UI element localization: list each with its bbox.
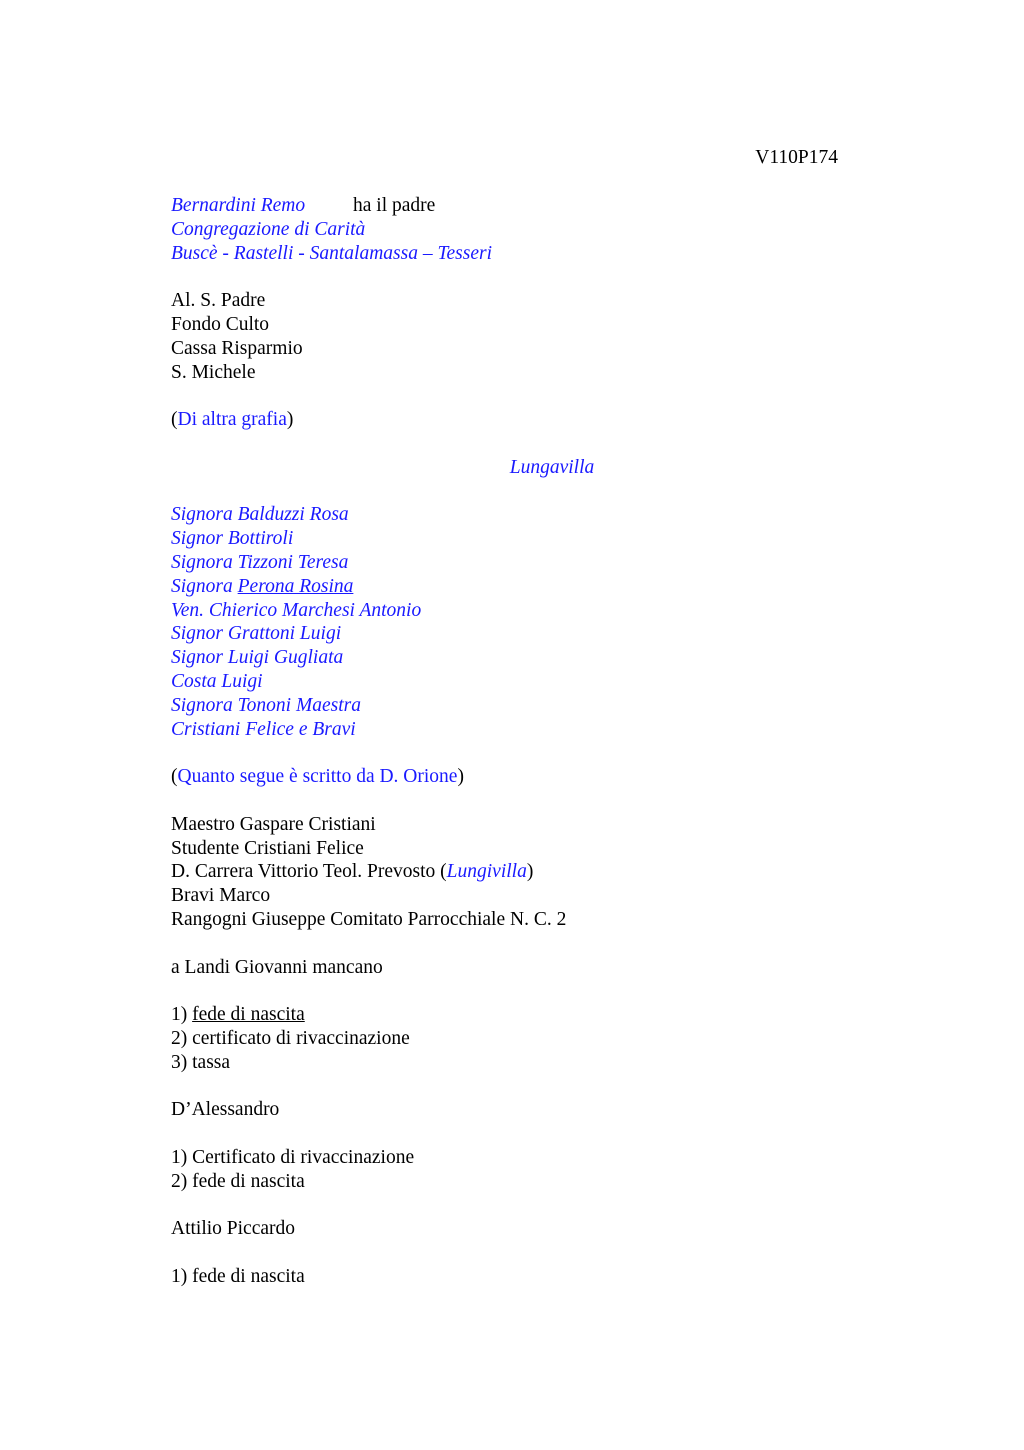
header-line-2: Congregazione di Carità (171, 218, 366, 240)
lungavilla-item: Signora Perona Rosina (171, 575, 354, 597)
editorial-note-1-text: Di altra grafia (177, 409, 287, 431)
landi-item: 1) fede di nascita (171, 1004, 305, 1026)
landi-item: 3) tassa (171, 1051, 231, 1073)
landi-heading: a Landi Giovanni mancano (171, 956, 383, 978)
header-line-1 (171, 194, 851, 218)
dalessandro-heading: D’Alessandro (171, 1099, 280, 1121)
underlined-name: Perona Rosina (237, 575, 354, 597)
offering-item: Al. S. Padre (171, 290, 266, 312)
place-heading: Lungavilla (509, 456, 595, 478)
orione-item: Bravi Marco (171, 885, 271, 907)
editorial-note-2: (Quanto segue è scritto da D. Orione) (171, 766, 464, 788)
orione-item: Rangogni Giuseppe Comitato Parrocchiale N. C. 2 (171, 908, 567, 930)
editorial-note-2-text: Quanto segue è scritto da D. Orione (177, 766, 458, 788)
lungavilla-item: Signor Luigi Gugliata (171, 647, 344, 669)
lungavilla-item: Signora Tononi Maestra (171, 694, 361, 716)
header-line-3: Buscè - Rastelli - Santalamassa – Tesseri (171, 242, 493, 264)
document-body (171, 194, 851, 1289)
place-name: Lungivilla (446, 861, 527, 883)
editorial-note-1: (Di altra grafia) (171, 409, 294, 431)
dalessandro-item: 2) fede di nascita (171, 1170, 305, 1192)
lungavilla-item: Signora Balduzzi Rosa (171, 504, 349, 526)
landi-item: 2) certificato di rivaccinazione (171, 1027, 410, 1049)
lungavilla-item: Signor Bottiroli (171, 528, 294, 550)
orione-item: Studente Cristiani Felice (171, 837, 364, 859)
dalessandro-item: 1) Certificato di rivaccinazione (171, 1146, 415, 1168)
lungavilla-item: Costa Luigi (171, 670, 263, 692)
lungavilla-item: Signora Tizzoni Teresa (171, 551, 349, 573)
orione-item: D. Carrera Vittorio Teol. Prevosto (Lungivilla) (171, 861, 534, 883)
offering-item: Fondo Culto (171, 313, 270, 335)
offering-item: Cassa Risparmio (171, 337, 303, 359)
underlined-text: fede di nascita (192, 1004, 305, 1026)
piccardo-item: 1) fede di nascita (171, 1265, 305, 1287)
header-name: Bernardini Remo (171, 195, 306, 216)
lungavilla-item: Ven. Chierico Marchesi Antonio (171, 599, 422, 621)
lungavilla-item: Cristiani Felice e Bravi (171, 718, 356, 740)
lungavilla-item: Signor Grattoni Luigi (171, 623, 342, 645)
piccardo-heading: Attilio Piccardo (171, 1218, 296, 1240)
offering-item: S. Michele (171, 361, 256, 383)
page-id: V110P174 (755, 147, 838, 168)
header-note: ha il padre (353, 195, 436, 216)
orione-item: Maestro Gaspare Cristiani (171, 813, 376, 835)
